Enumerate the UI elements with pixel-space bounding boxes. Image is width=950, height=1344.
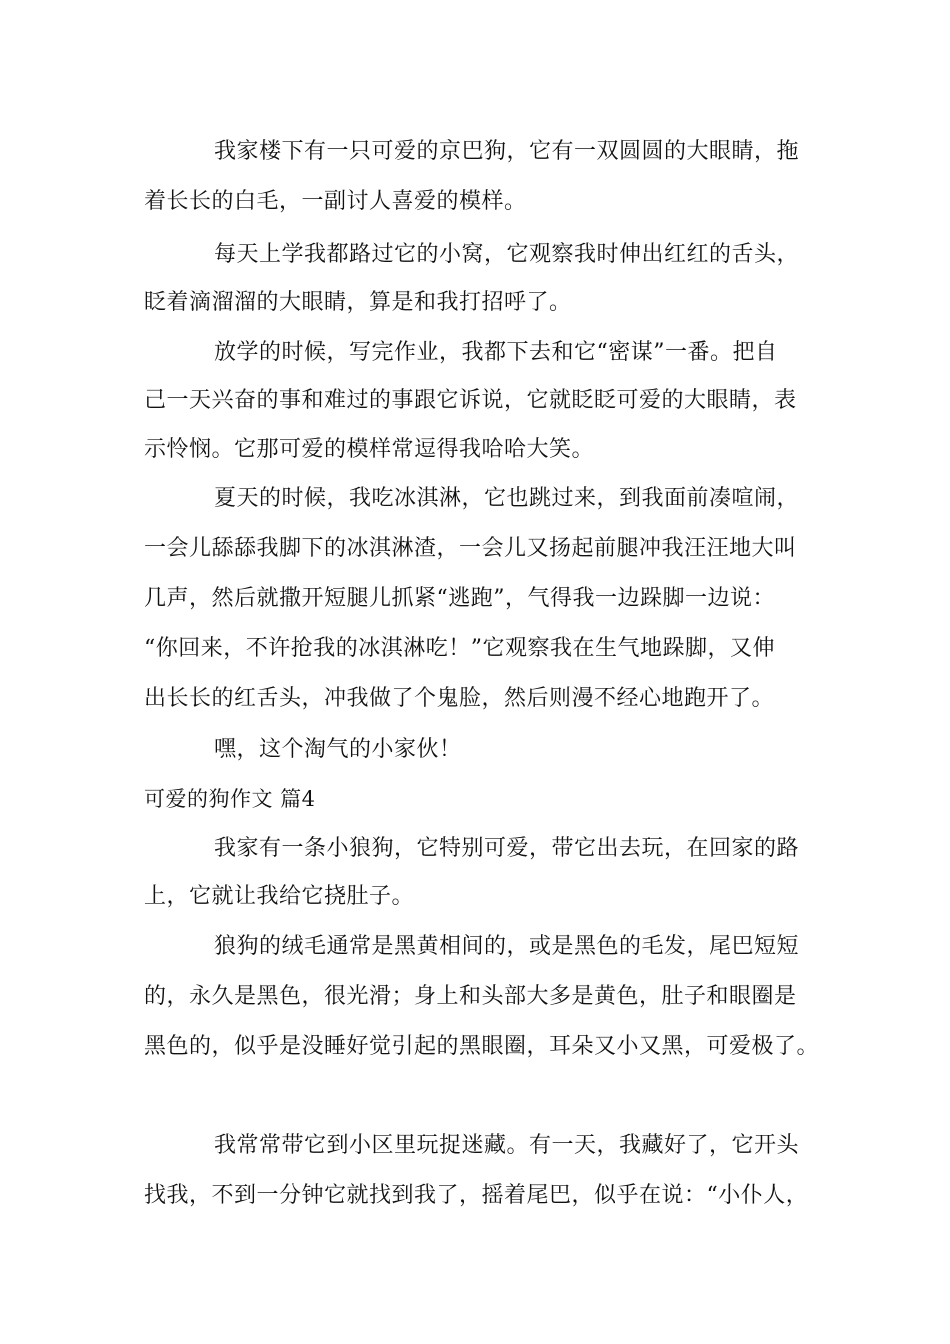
p4-line-5: 出长长的红舌头，冲我做了个鬼脸，然后则漫不经心地跑开了。 xyxy=(144,686,775,711)
p3-line-2: 己一天兴奋的事和难过的事跟它诉说，它就眨眨可爱的大眼睛，表 xyxy=(144,388,797,413)
p5-line-1: 嘿，这个淘气的小家伙！ xyxy=(214,737,462,762)
p2-line-1: 每天上学我都路过它的小窝，它观察我时伸出红红的舌头， xyxy=(214,242,800,267)
p1-line-2: 着长长的白毛，一副讨人喜爱的模样。 xyxy=(144,189,527,214)
p4-line-4: “你回来，不许抢我的冰淇淋吃！”它观察我在生气地跺脚，又伸 xyxy=(144,636,775,661)
p6-line-1: 我家有一条小狼狗，它特别可爱，带它出去玩，在回家的路 xyxy=(214,836,800,861)
p2-line-2: 眨着滴溜溜的大眼睛，算是和我打招呼了。 xyxy=(144,290,572,315)
p3-line-3: 示怜悯。它那可爱的模样常逗得我哈哈大笑。 xyxy=(144,437,595,462)
p1-line-1: 我家楼下有一只可爱的京巴狗，它有一双圆圆的大眼睛，拖 xyxy=(214,139,800,164)
p7-line-2: 的，永久是黑色，很光滑；身上和头部大多是黄色，肚子和眼圈是 xyxy=(144,984,797,1009)
p4-line-3: 几声，然后就撒开短腿儿抓紧“逃跑”，气得我一边跺脚一边说： xyxy=(144,586,775,611)
p7-line-3: 黑色的，似乎是没睡好觉引起的黑眼圈，耳朵又小又黑，可爱极了。 xyxy=(144,1034,820,1059)
p4-line-1: 夏天的时候，我吃冰淇淋，它也跳过来，到我面前凑喧闹， xyxy=(214,486,800,511)
p6-line-2: 上，它就让我给它挠肚子。 xyxy=(144,884,415,909)
p8-line-1: 我常常带它到小区里玩捉迷藏。有一天，我藏好了，它开头 xyxy=(214,1133,800,1158)
section-heading: 可爱的狗作文 篇4 xyxy=(144,787,316,811)
p3-line-1: 放学的时候，写完作业，我都下去和它“密谋”一番。把自 xyxy=(214,340,778,365)
p4-line-2: 一会儿舔舔我脚下的冰淇淋渣，一会儿又扬起前腿冲我汪汪地大叫 xyxy=(144,536,797,561)
p7-line-1: 狼狗的绒毛通常是黑黄相间的，或是黑色的毛发，尾巴短短 xyxy=(214,934,800,959)
p8-line-2: 找我，不到一分钟它就找到我了，摇着尾巴，似乎在说：“小仆人， xyxy=(144,1183,809,1208)
